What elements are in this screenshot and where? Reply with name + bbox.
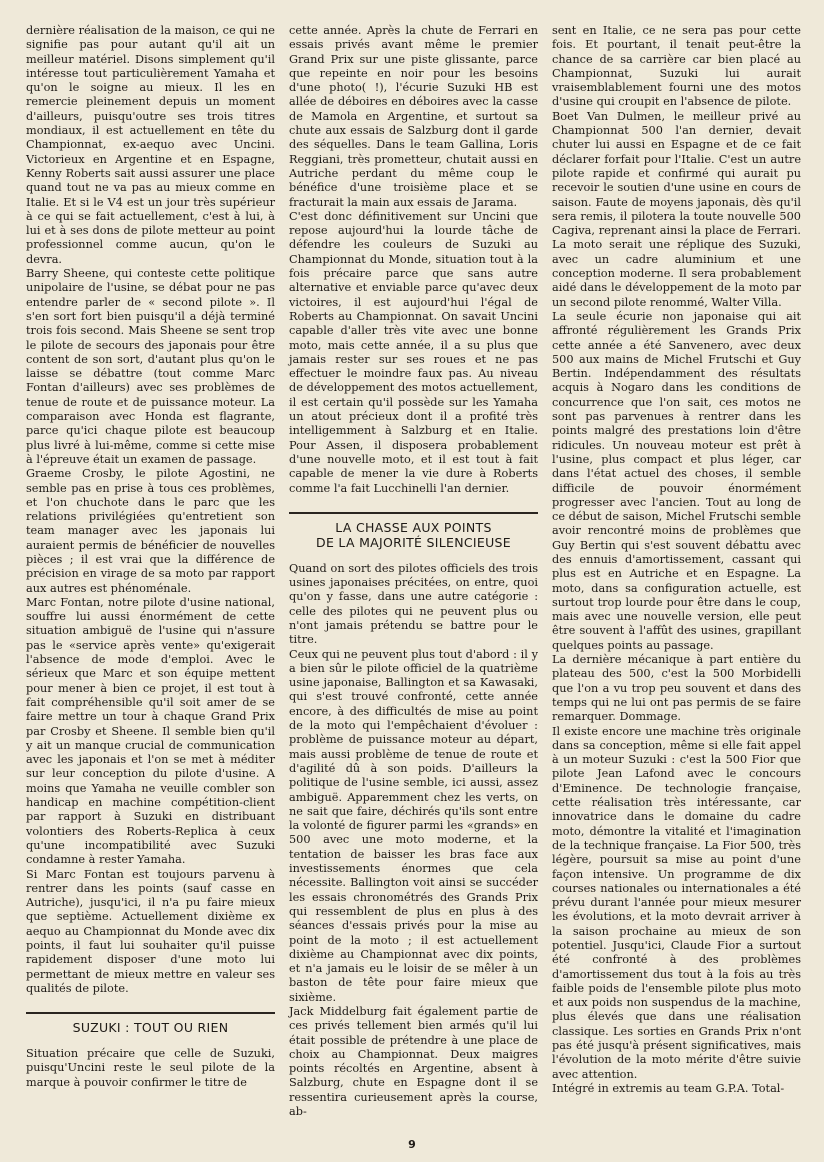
paragraph: Marc Fontan, notre pilote d'usine national, souffre lui aussi énormément de cette situation ambiguë de l'usine qui n'assure pas le «service après vente» qu'exigerait l'absence de mode d'emploi. Avec le sérieux que Marc et son équipe mettent pour mener à bien ce projet, il est tout à fait compréhensible qu'il soit amer de se faire mettre un tour à chaque Grand Prix par Crosby et Sheene. Il semble bien qu'il y ait un manque crucial de communication avec les japonais et l'on se met à méditer sur leur conception du pilote d'usine. A moins que Yamaha ne veuille combler son handicap en machine compétition-client par rapport à Suzuki en distribuant volontiers des Roberts-Replica à ceux qu'une incompatibilité avec Suzuki condamne à rester Yamaha.	[26, 595, 275, 867]
paragraph: Barry Sheene, qui conteste cette politique unipolaire de l'usine, se débat pour ne pas entendre parler de « second pilote ». Il s'en sort fort bien puisqu'il a déjà terminé trois fois second. Mais Sheene se sent trop le pilote de secours des japonais pour être content de son sort, d'autant plus qu'on le laisse se débattre (tout comme Marc Fontan d'ailleurs) avec ses problèmes de tenue de route et de puissance moteur. La comparaison avec Honda est flagrante, parce qu'ici chaque pilote est beaucoup plus livré à lui-même, comme si cette mise à l'épreuve était un examen de passage.	[26, 267, 275, 466]
paragraph: Jack Middelburg fait également partie de ces privés tellement bien armés qu'il lui était possible de prétendre à une place de choix au Championnat. Deux maigres points récoltés en Argentine, absent à Salzburg, chute en Espagne dont il se ressentira curieusement après la course, ab-	[289, 1005, 538, 1119]
section-heading-line-1: LA CHASSE AUX POINTS	[335, 519, 492, 535]
paragraph: Intégré in extremis au team G.P.A. Total-	[552, 1081, 785, 1095]
page-number: 9	[408, 1138, 416, 1151]
section-heading-chasse	[289, 512, 538, 554]
paragraph: Situation précaire que celle de Suzuki, puisqu'Uncini reste le seul pilote de la marque à pouvoir confirmer le titre de	[26, 1047, 275, 1089]
paragraph: cette année. Après la chute de Ferrari en essais privés avant même le premier Grand Prix sur une piste glissante, parce que repeinte en noir pour les besoins d'une photo( !), l'écurie Suzuki HB est allée de déboires en déboires avec la casse de Mamola en Argentine, et surtout sa chute aux essais de Salzburg dont il garde des séquelles. Dans le team Gallina, Loris Reggiani, très prometteur, chutait aussi en Autriche perdant du même coup le bénéfice d'une troisième place et se fracturait la main aux essais de Jarama.	[289, 24, 538, 209]
paragraph: Graeme Crosby, le pilote Agostini, ne semble pas en prise à tous ces problèmes, et l'on chuchote dans le parc que les relations privilégiées qu'entretient son team manager avec les japonais lui auraient permis de bénéficier de nouvelles pièces ; il est vrai que la différence de précision en virage de sa moto par rapport aux autres est phénoménale.	[26, 467, 275, 595]
column-3	[552, 24, 801, 1096]
paragraph: dernière réalisation de la maison, ce qui ne signifie pas pour autant qu'il ait un meilleur matériel. Disons simplement qu'il intéresse tout particulièrement Yamaha et qu'on le soigne au mieux. Il les en remercie pleinement depuis un moment d'ailleurs, puisqu'outre ses trois titres mondiaux, il est actuellement en tête du Championnat, ex-aequo avec Uncini. Victorieux en Argentine et en Espagne, Kenny Roberts sait aussi assurer une place quand tout ne va pas au mieux comme en Italie. Et si le V4 est un jour très supérieur à ce qui se fait actuellement, c'est à lui, à lui et à ses dons de pilote metteur au point professionnel comme aucun, qu'on le devra.	[26, 24, 275, 266]
paragraph: Boet Van Dulmen, le meilleur privé au Championnat 500 l'an dernier, devait chuter lui aussi en Espagne et de ce fait déclarer forfait pour l'Italie. C'est un autre pilote rapide et confirmé qui aurait pu recevoir le soutien d'une usine en cours de saison. Faute de moyens japonais, dès qu'il sera remis, il pilotera la toute nouvelle 500 Cagiva, reprenant ainsi la place de Ferrari. La moto serait une réplique des Suzuki, avec un cadre aluminium et une conception moderne. Il sera probablement aidé dans le développement de la moto par un second pilote renommé, Walter Villa.	[552, 109, 801, 309]
paragraph: sent en Italie, ce ne sera pas pour cette fois. Et pourtant, il tenait peut-être la chance de sa carrière car bien placé au Championnat, Suzuki lui aurait vraisemblablement fourni une des motos d'usine qui croupit en l'absence de pilote.	[552, 24, 801, 109]
paragraph: Ceux qui ne peuvent plus tout d'abord : il y a bien sûr le pilote officiel de la quatrième usine japonaise, Ballington et sa Kawasaki, qui s'est trouvé confronté, cette année encore, à des difficultés de mise au point de la moto qui l'empêchaient d'évoluer : problème de puissance moteur au départ, mais aussi problème de tenue de route et d'agilité dû à son poids. D'ailleurs la politique de l'usine semble, ici aussi, assez ambiguë. Apparemment chez les verts, on ne sait que faire, déchirés qu'ils sont entre la volonté de figurer parmi les «grands» en 500 avec une moto moderne, et la tentation de baisser les bras face aux investissements énormes que cela nécessite. Ballington voit ainsi se succéder les essais chronométrés des Grands Prix qui ressemblent de plus en plus à des séances d'essais privés pour la mise au point de la moto ; il est actuellement dixième au Championnat avec dix points, et n'a jamais eu le loisir de se mêler à un baston de tête pour faire mieux que sixième.	[289, 647, 538, 1004]
paragraph: Il existe encore une machine très originale dans sa conception, même si elle fait appel à un moteur Suzuki : c'est la 500 Fior que pilote Jean Lafond avec le concours d'Eminence. De technologie française, cette réalisation très intéressante, car innovatrice dans le domaine du cadre moto, démontre la vitalité et l'imagination de la technique française. La Fior 500, très légère, poursuit sa mise au point d'une façon intensive. Un programme de dix courses nationales ou internationales a été prévu durant l'année pour mieux mesurer les évolutions, et la moto devrait arriver à la saison prochaine au mieux de son potentiel. Jusqu'ici, Claude Fior a surtout été confronté à des problèmes d'amortissement dus tout à la fois au très faible poids de l'ensemble pilote plus moto et aux poids non suspendus de la machine, plus élevés que dans une réalisation classique. Les sorties en Grands Prix n'ont pas été jusqu'à présent significatives, mais l'évolution de la moto mérite d'être suivie avec attention.	[552, 724, 801, 1081]
section-heading-text: SUZUKI : TOUT OU RIEN	[72, 1020, 229, 1036]
section-heading-line-2: DE LA MAJORITÉ SILENCIEUSE	[316, 534, 511, 550]
column-2	[289, 24, 538, 1119]
paragraph: C'est donc définitivement sur Uncini que repose aujourd'hui la lourde tâche de défendre les couleurs de Suzuki au Championnat du Monde, situation tout à la fois précaire parce que sans autre alternative et enviable parce qu'avec deux victoires, il est aujourd'hui l'égal de Roberts au Championnat. On savait Uncini capable d'aller très vite avec une bonne moto, mais cette année, il a su plus que jamais rester sur ses roues et ne pas effectuer le moindre faux pas. Au niveau de développement des motos actuellement, il est certain qu'il possède sur les Yamaha un atout précieux dont il a profité très intelligemment à Salzburg et en Italie. Pour Assen, il disposera probablement d'une nouvelle moto, et il est tout à fait capable de mener la vie dure à Roberts comme l'a fait Lucchinelli l'an dernier.	[289, 209, 538, 495]
paragraph: La dernière mécanique à part entière du plateau des 500, c'est la 500 Morbidelli que l'on a vu trop peu souvent et dans des temps qui ne lui ont pas permis de se faire remarquer. Dommage.	[552, 653, 801, 724]
paragraph: La seule écurie non japonaise qui ait affronté régulièrement les Grands Prix cette année a été Sanvenero, avec deux 500 aux mains de Michel Frutschi et Guy Bertin. Indépendamment des résultats acquis à Nogaro dans les conditions de concurrence que l'on sait, ces motos ne sont pas parvenues à rentrer dans les points malgré des prestations loin d'être ridicules. Un nouveau moteur est prêt à l'usine, plus compact et plus léger, car dans l'état actuel des choses, il semble difficile de pouvoir énormément progresser avec l'ancien. Tout au long de ce début de saison, Michel Frutschi semble avoir rencontré moins de problèmes que Guy Bertin qui s'est souvent débattu avec des ennuis d'amortissement, cassant qui plus est en Autriche et en Espagne. La moto, dans sa configuration actuelle, est surtout trop lourde pour être dans le coup, mais avec une nouvelle version, elle peut être souvent à l'affût des usines, grapillant quelques points au passage.	[552, 309, 801, 652]
section-heading-suzuki	[26, 1012, 275, 1039]
column-1	[26, 24, 275, 1090]
paragraph: Si Marc Fontan est toujours parvenu à rentrer dans les points (sauf casse en Autriche), jusqu'ici, il n'a pu faire mieux que septième. Actuellement dixième ex aequo au Championnat du Monde avec dix points, il faut lui souhaiter qu'il puisse rapidement disposer d'une moto lui permettant de mieux mettre en valeur ses qualités de pilote.	[26, 867, 275, 995]
paragraph: Quand on sort des pilotes officiels des trois usines japonaises précitées, on entre, quoi qu'on y fasse, dans une autre catégorie : celle des pilotes qui ne peuvent plus ou n'ont jamais prétendu se battre pour le titre.	[289, 561, 538, 647]
